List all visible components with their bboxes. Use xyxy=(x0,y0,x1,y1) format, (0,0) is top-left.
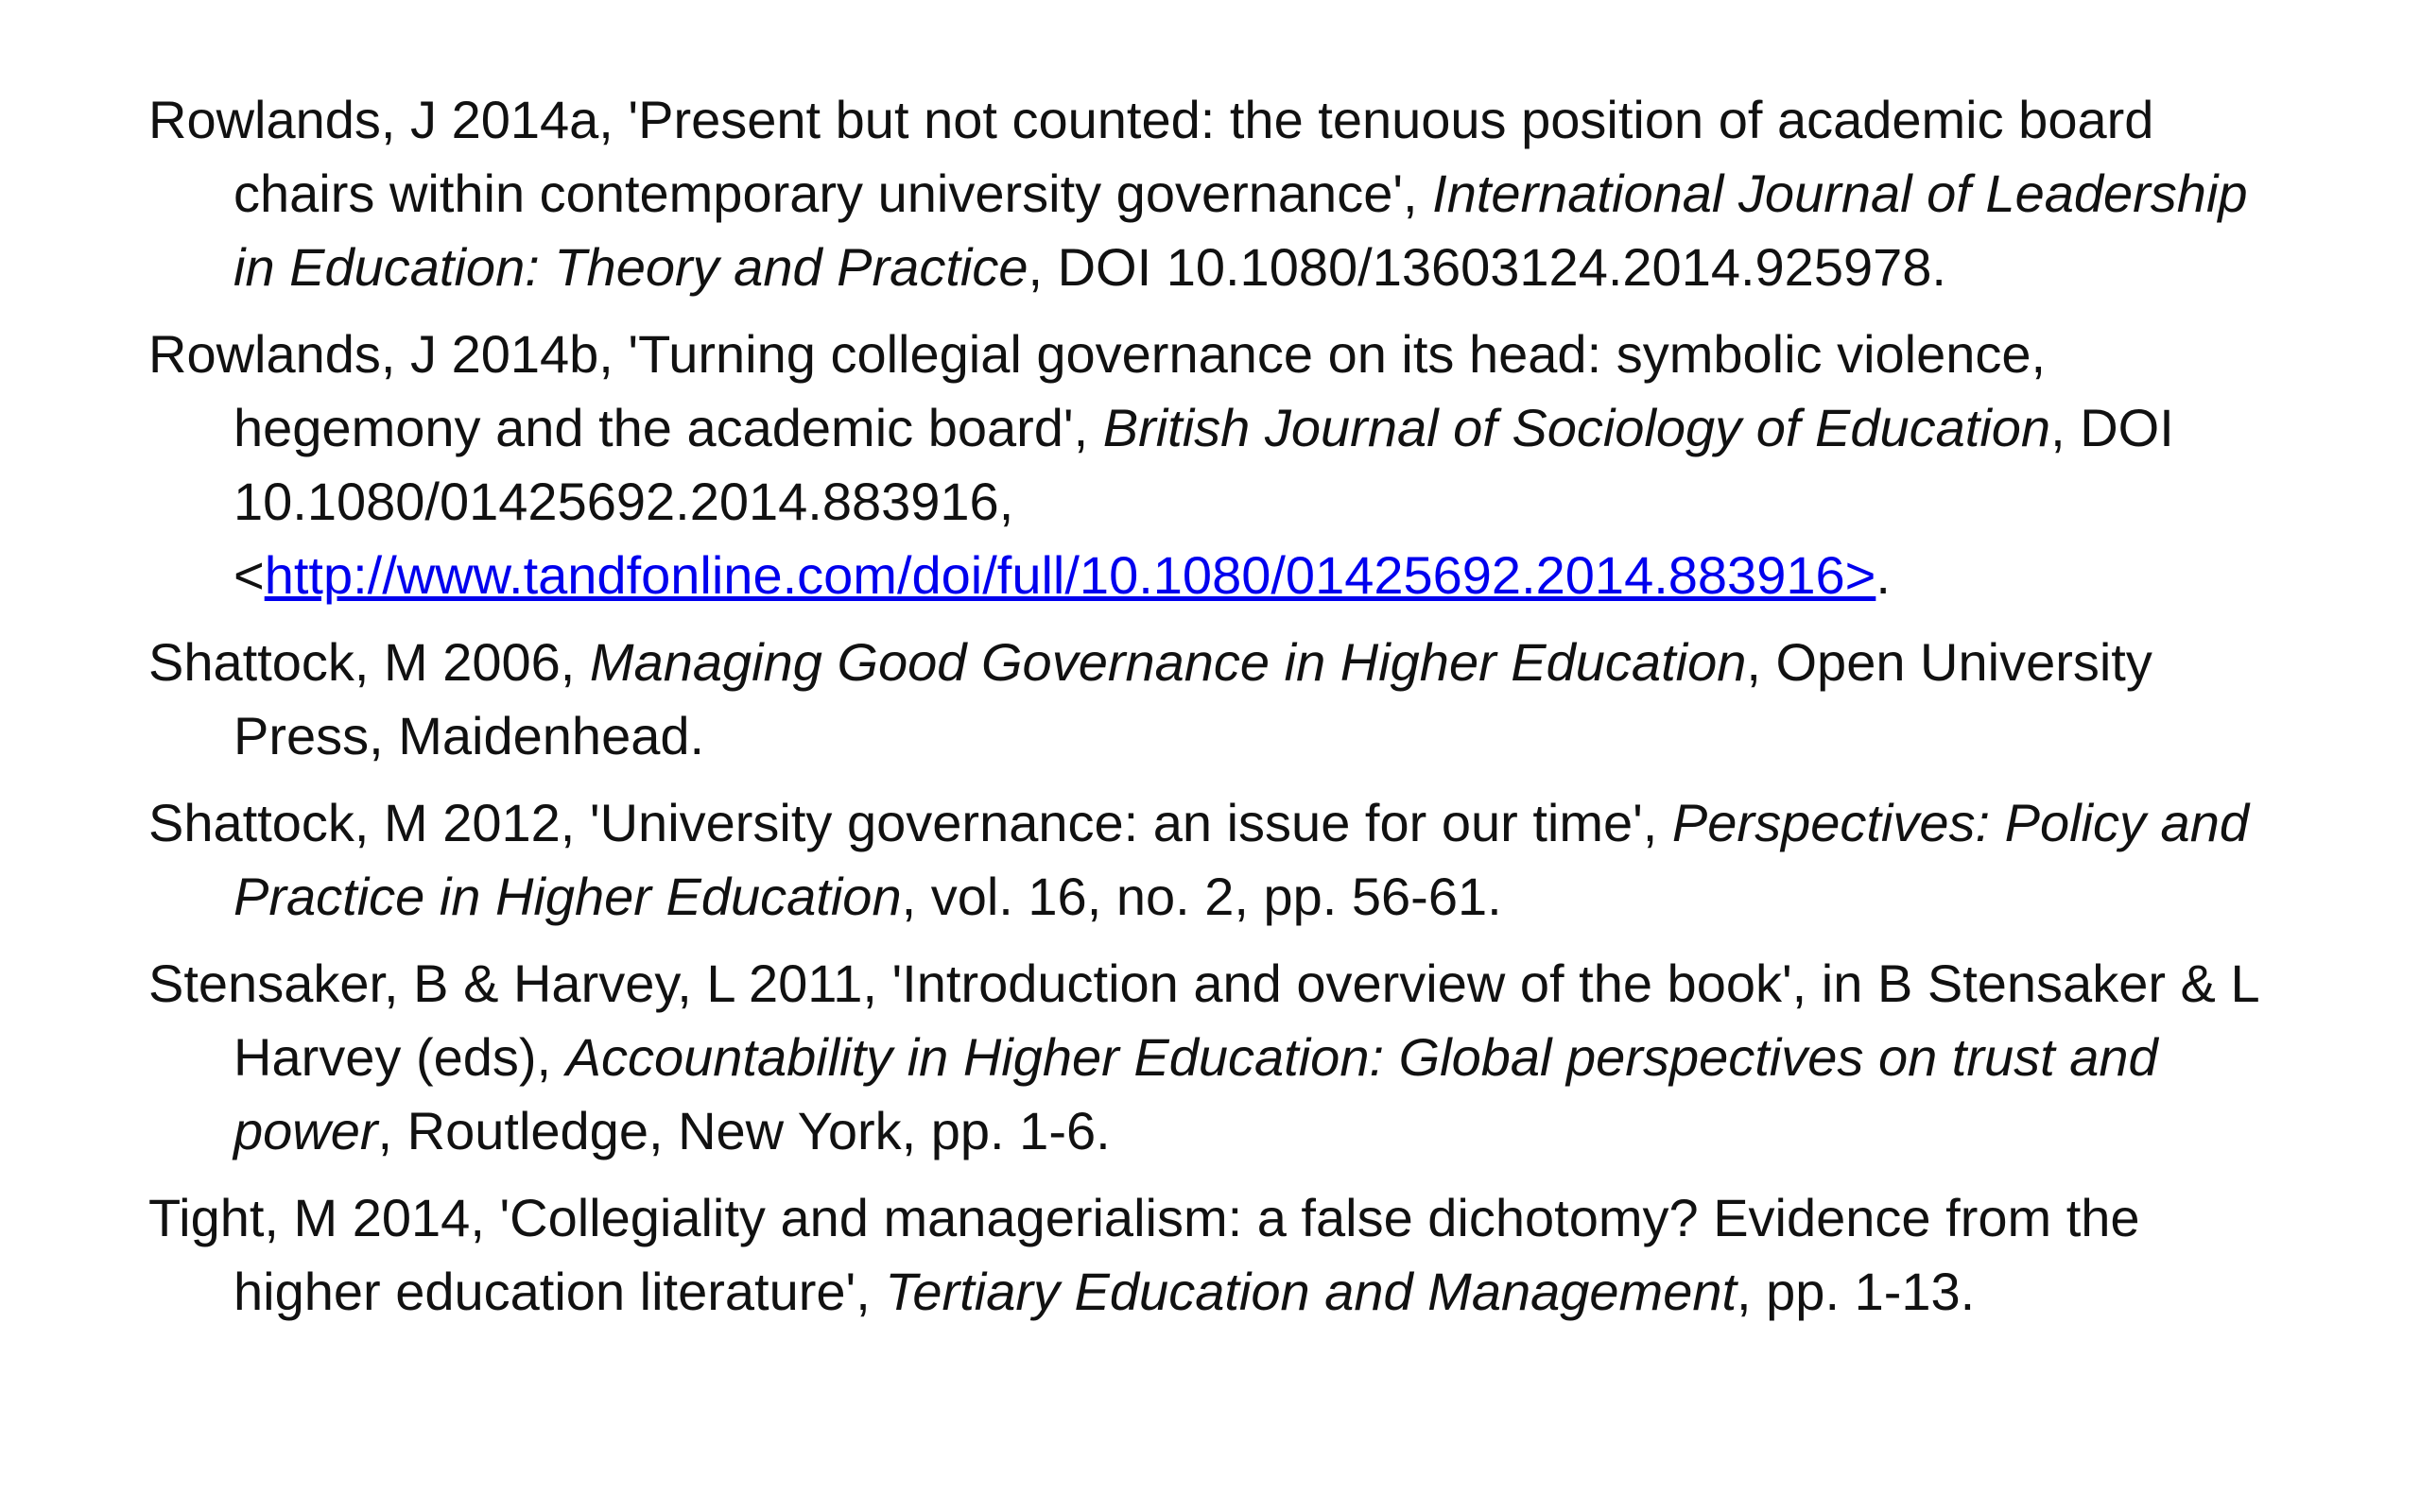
reference-journal-title: International Journal of Leadership in Education: Theory and Practice xyxy=(233,163,2248,297)
reference-journal-title: Perspectives: Policy and Practice in Higher Education xyxy=(233,793,2249,926)
reference-entry xyxy=(148,1181,2294,1329)
reference-link[interactable]: http://www.tandfonline.com/doi/full/10.1080/01425692.2014.883916> xyxy=(264,545,1876,605)
reference-book-title: Accountability in Higher Education: Global perspectives on trust and power xyxy=(233,1027,2158,1160)
reference-entry xyxy=(148,947,2294,1168)
reference-list xyxy=(148,83,2294,1342)
reference-text: . xyxy=(1876,545,1891,605)
reference-entry xyxy=(148,786,2294,934)
reference-text: , vol. 16, no. 2, pp. 56-61. xyxy=(901,867,1502,926)
reference-text: Rowlands, J 2014b, 'Turning collegial governance on its head: symbolic violence, hegemony and the academic board', xyxy=(148,324,2047,457)
reference-text: Stensaker, B & Harvey, L 2011, 'Introduction and overview of the book', in B Stensaker & L Harvey (eds), xyxy=(148,954,2258,1087)
reference-entry xyxy=(148,83,2294,304)
reference-text: Shattock, M 2012, 'University governance: an issue for our time', xyxy=(148,793,1672,852)
reference-text: Rowlands, J 2014a, 'Present but not counted: the tenuous position of academic board chairs within contemporary university governance', xyxy=(148,90,2154,223)
reference-entry xyxy=(148,318,2294,612)
reference-text: Tight, M 2014, 'Collegiality and managerialism: a false dichotomy? Evidence from the higher education literature', xyxy=(148,1188,2140,1321)
reference-journal-title: Tertiary Education and Management xyxy=(885,1262,1737,1321)
reference-journal-title: British Journal of Sociology of Education xyxy=(1102,398,2051,457)
reference-entry xyxy=(148,626,2294,773)
reference-text: Shattock, M 2006, xyxy=(148,632,590,692)
reference-text: , DOI 10.1080/13603124.2014.925978. xyxy=(1028,237,1946,297)
reference-text: , DOI 10.1080/01425692.2014.883916, < xyxy=(233,398,2174,605)
reference-text: , pp. 1-13. xyxy=(1737,1262,1976,1321)
reference-text: , Routledge, New York, pp. 1-6. xyxy=(377,1101,1111,1160)
reference-text: , Open University Press, Maidenhead. xyxy=(233,632,2152,765)
reference-book-title: Managing Good Governance in Higher Education xyxy=(589,632,1747,692)
